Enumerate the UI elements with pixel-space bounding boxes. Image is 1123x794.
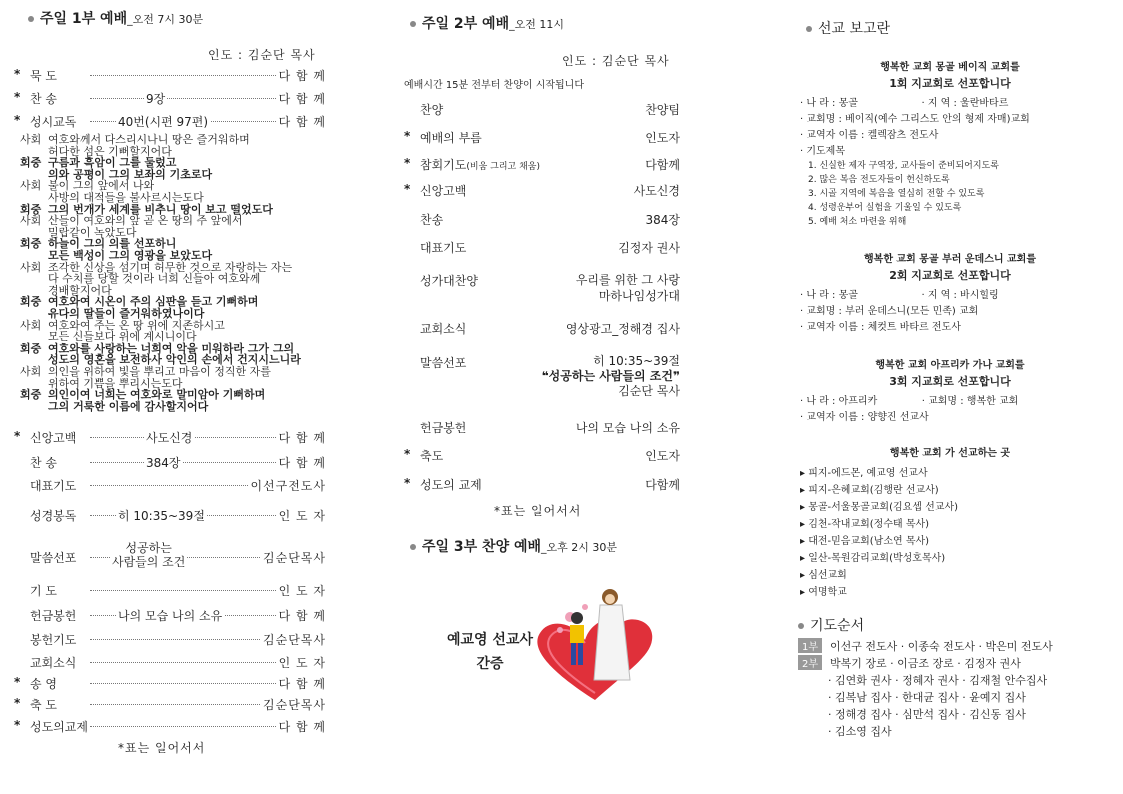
order-row [404, 239, 680, 255]
reading-speaker: 회중 [20, 388, 42, 402]
prayer-row [798, 638, 1053, 654]
reading-text: 경배할지어다 [48, 283, 112, 297]
prayer-names-more: · 김복남 집사 · 한대균 집사 · 윤예지 집사 [828, 691, 1026, 704]
reading-text: 의와 공평이 그의 보좌의 기초로다 [48, 167, 213, 181]
order-person: 김순단목사 [263, 698, 326, 712]
order-row [14, 696, 326, 712]
order-label: 송 영 [30, 677, 57, 691]
order-label [420, 182, 466, 199]
service2-sermon-row: 말씀선포 히 10:35~39절 ❝성공하는 사람들의 조건❞ 김순단 목사 [420, 354, 680, 398]
order-label-text: 축도 [420, 449, 444, 463]
reading-text: 모든 백성이 그의 영광을 보았도다 [48, 249, 213, 262]
service1-leader: 인도 : 김순단 목사 [208, 48, 316, 62]
bullet-icon [410, 21, 416, 27]
reading-text: 다 수치를 당할 것이라 너희 신들아 여호와께 [48, 272, 261, 286]
star-mark: * [14, 429, 21, 443]
order-row [14, 631, 326, 647]
star-mark: * [14, 67, 21, 81]
mission-prayer: 2. 많은 복음 전도자들이 헌신하도록 [808, 175, 950, 185]
mission-prayer: 5. 예배 처소 마련을 위해 [808, 217, 907, 227]
order-label-text: 찬양 [420, 103, 444, 117]
reading-speaker: 회중 [20, 295, 42, 309]
reading-text: 위하여 기쁨을 뿌리시는도다 [48, 376, 183, 390]
mission-item: · 교회명 : 베이직(예수 그리스도 안의 형제 자매)교회 [800, 114, 1030, 125]
prayer-row [798, 655, 1021, 671]
reading-text: 모든 신들보다 위에 계시니이다 [48, 330, 197, 344]
service2-title: 주일 2부 예배_오전 11시 [410, 13, 564, 33]
order-row [14, 113, 326, 129]
reading-text: 허다한 섬은 기뻐할지어다 [48, 144, 172, 158]
mission-place: ▸ 피지-에드몬, 예교영 선교사 [800, 468, 928, 479]
mission-place: ▸ 심선교회 [800, 570, 847, 581]
prayer-badge: 2부 [798, 655, 822, 670]
mission-block-title: 행복한 교회 아프리카 가나 교회를 [875, 360, 1025, 371]
reading-text: 의인을 위하여 빛을 뿌리고 마음이 정직한 자를 [48, 365, 271, 378]
order-person: 384장 [645, 213, 680, 227]
order-label: 성경봉독 [30, 509, 77, 523]
order-row [14, 718, 326, 734]
order-label [420, 129, 482, 146]
order-detail: 나의 모습 나의 소유 [118, 609, 223, 623]
order-label-text: 대표기도 [420, 241, 467, 255]
order-row [404, 129, 680, 145]
prayer-names: 박복기 장로 · 이금조 장로 · 김정자 권사 [830, 657, 1021, 670]
order-row [14, 454, 326, 470]
reading-speaker: 사회 [20, 318, 42, 332]
mission-item: · 나 라 : 몽골 · 지 역 : 울란바타르 [800, 98, 1009, 109]
reading-text: 성도의 영혼을 보전하사 악인의 손에서 건지시느니라 [48, 353, 301, 367]
order-detail: 사도신경 [146, 431, 193, 445]
order-person: 김정자 권사 [618, 241, 680, 255]
order-person: 찬양팀 [645, 103, 680, 117]
order-label: 신앙고백 [30, 431, 77, 445]
order-label: 기 도 [30, 584, 57, 598]
order-row [14, 477, 326, 493]
order-row [404, 476, 680, 492]
reading-speaker: 사회 [20, 365, 42, 378]
star-mark: * [14, 90, 21, 104]
order-label: 대표기도 [30, 479, 77, 493]
prayer-order-title: 기도순서 [798, 615, 864, 635]
order-label [420, 101, 443, 118]
order-row [404, 182, 680, 198]
mission-place: ▸ 여명학교 [800, 587, 847, 598]
mission-place: ▸ 일산-목원감리교회(박성호목사) [800, 553, 946, 564]
prayer-names-more: · 정해경 집사 · 심만석 집사 · 김신동 집사 [828, 708, 1026, 721]
reading-text: 여호와여 주는 온 땅 위에 지존하시고 [48, 318, 225, 332]
mission-block-title: 행복한 교회 몽골 베이직 교회를 [880, 62, 1020, 73]
service1-title: 주일 1부 예배_오전 7시 30분 [28, 8, 203, 28]
order-person: 다 함 께 [278, 677, 326, 691]
order-person: 인 도 자 [278, 509, 326, 523]
star-mark: * [404, 156, 411, 170]
illustration-image [530, 585, 660, 705]
mission-block-subtitle: 3회 지교회로 선포합니다 [889, 375, 1011, 388]
order-label: 성도의교제 [30, 720, 88, 734]
reading-text: 밀랍같이 녹았도다 [48, 225, 137, 239]
mission-place: ▸ 김천-작내교회(정수태 목사) [800, 519, 930, 530]
order-person: 다 함 께 [278, 609, 326, 623]
order-row [14, 507, 326, 523]
order-person: 인도자 [645, 449, 680, 463]
order-row [404, 211, 680, 227]
order-person: 다 함 께 [278, 720, 326, 734]
reading-text: 산들이 여호와의 앞 곧 온 땅의 주 앞에서 [48, 214, 243, 228]
testimony-caption: 예교영 선교사 간증 [446, 632, 534, 672]
order-label-text: 참회기도 [420, 158, 467, 172]
order-row [14, 675, 326, 691]
order-label: 찬 송 [30, 92, 57, 106]
order-detail: 40번(시편 97편) [118, 115, 209, 129]
service2-note: *표는 일어서서 [494, 504, 582, 518]
reading-text: 그의 거룩한 이름에 감사할지어다 [48, 399, 209, 413]
order-row [404, 156, 680, 172]
mission-places-title: 행복한 교회 가 선교하는 곳 [889, 448, 1011, 459]
order-row [14, 607, 326, 623]
reading-text: 불이 그의 앞에서 나와 [48, 179, 155, 193]
reading-text: 의인이여 너희는 여호와로 말미암아 기뻐하며 [48, 388, 266, 402]
mission-item: · 교회명 : 부러 운데스니(모든 민족) 교회 [800, 306, 979, 317]
mission-prayer: 4. 성령운부어 실험을 기울일 수 있도록 [808, 203, 962, 213]
star-mark: * [14, 113, 21, 127]
reading-text: 유다의 딸들이 즐거워하였나이다 [48, 307, 205, 320]
order-person: 인도자 [645, 131, 680, 145]
reading-text: 여호와께서 다스리시나니 땅은 즐거워하며 [48, 133, 250, 146]
service3-title: 주일 3부 찬양 예배_오후 2시 30분 [410, 536, 617, 556]
order-label-text: 찬송 [420, 213, 444, 227]
order-label: 찬 송 [30, 456, 57, 470]
news-row: 교회소식 영상광고_정해경 집사 [420, 322, 680, 336]
reading-text: 구름과 흑암이 그를 둘렀고 [48, 156, 177, 170]
order-detail: 9장 [146, 92, 166, 106]
reading-speaker: 사회 [20, 214, 42, 228]
mission-item: · 나 라 : 아프리카 · 교회명 : 행복한 교회 [800, 396, 1019, 407]
order-label: 헌금봉헌 [30, 609, 77, 623]
order-row [404, 101, 680, 117]
order-label: 성시교독 [30, 115, 77, 129]
order-label: 묵 도 [30, 69, 57, 83]
bullet-icon [28, 16, 34, 22]
order-row [14, 67, 326, 83]
order-label [420, 447, 443, 464]
order-row [14, 90, 326, 106]
reading-speaker: 회중 [20, 156, 42, 170]
reading-speaker: 사회 [20, 179, 42, 193]
order-label-sub: (비움 그리고 채움) [466, 162, 540, 172]
bullet-icon [798, 623, 804, 629]
order-person: 다 함 께 [278, 115, 326, 129]
mission-prayer: 1. 신실한 제자 구역장, 교사들이 준비되어지도록 [808, 161, 999, 171]
reading-speaker: 사회 [20, 133, 42, 146]
order-detail: 히 10:35~39절 [118, 509, 205, 523]
order-label: 교회소식 [30, 656, 77, 670]
order-label: 봉헌기도 [30, 633, 77, 647]
reading-speaker: 회중 [20, 202, 42, 216]
service2-leader: 인도 : 김순단 목사 [562, 54, 670, 68]
prayer-badge: 1부 [798, 638, 822, 653]
mission-item: · 나 라 : 몽골 · 지 역 : 바시힐링 [800, 290, 999, 301]
reading-text: 조각한 신상을 섬기며 허무한 것으로 자랑하는 자는 [48, 260, 293, 274]
order-label-text: 성도의 교제 [420, 478, 482, 492]
order-person: 다 함 께 [278, 456, 326, 470]
reading-text: 여호와를 사랑하는 너희여 악을 미워하라 그가 그의 [48, 341, 295, 355]
order-person: 다함께 [645, 478, 680, 492]
offering-row: 헌금봉헌 나의 모습 나의 소유 [420, 421, 680, 435]
prayer-names: 이선구 전도사 · 이종숙 전도사 · 박은미 전도사 [830, 640, 1053, 653]
mission-item: · 교역자 이름 : 체컷트 바타르 전도사 [800, 322, 961, 333]
service1-sermon-row: 말씀선포 성공하는 사람들의 조건 김순단목사 [30, 541, 326, 569]
mission-item: · 기도제목 [800, 146, 845, 157]
mission-item: · 교역자 이름 : 켈렉잠츠 전도사 [800, 130, 939, 141]
bullet-icon [410, 544, 416, 550]
mission-prayer: 3. 시골 지역에 복음을 열심히 전할 수 있도록 [808, 189, 985, 199]
order-person: 다 함 께 [278, 69, 326, 83]
service2-intro: 예배시간 15분 전부터 찬양이 시작됩니다 [404, 80, 584, 91]
star-mark: * [404, 476, 411, 490]
order-label [420, 156, 540, 173]
mission-block-subtitle: 2회 지교회로 선포합니다 [889, 269, 1011, 282]
star-mark: * [404, 447, 411, 461]
order-person: 인 도 자 [278, 656, 326, 670]
order-label [420, 476, 482, 493]
mission-block-title: 행복한 교회 몽골 부러 운데스니 교회를 [864, 254, 1036, 265]
star-mark: * [14, 718, 21, 732]
order-person: 이선구전도사 [250, 479, 326, 493]
mission-place: ▸ 몽골-서울몽골교회(김요셉 선교사) [800, 502, 959, 513]
order-row [14, 429, 326, 445]
order-label [420, 211, 443, 228]
service1-note: *표는 일어서서 [118, 741, 206, 755]
star-mark: * [14, 675, 21, 689]
order-person: 다함께 [645, 158, 680, 172]
reading-speaker: 회중 [20, 237, 42, 251]
reading-text: 여호와여 시온이 주의 심판을 듣고 기뻐하며 [48, 295, 259, 309]
choir-row: 성가대찬양 우리를 위한 그 사랑 마하나임성가대 [420, 273, 680, 303]
order-detail: 384장 [146, 456, 181, 470]
reading-speaker: 회중 [20, 341, 42, 355]
star-mark: * [404, 182, 411, 196]
prayer-names-more: · 김연화 권사 · 정혜자 권사 · 김재철 안수집사 [828, 674, 1048, 687]
mission-block-subtitle: 1회 지교회로 선포합니다 [889, 77, 1011, 90]
reading-text: 그의 번개가 세계를 비추니 땅이 보고 떨었도다 [48, 202, 273, 216]
prayer-names-more: · 김소영 집사 [828, 725, 892, 738]
order-label-text: 신앙고백 [420, 184, 467, 198]
mission-item: · 교역자 이름 : 양향진 선교사 [800, 412, 929, 423]
order-person: 다 함 께 [278, 92, 326, 106]
order-row [14, 582, 326, 598]
reading-line [20, 401, 208, 413]
bullet-icon [806, 26, 812, 32]
order-row [404, 447, 680, 463]
order-label-text: 예배의 부름 [420, 131, 482, 145]
star-mark: * [404, 129, 411, 143]
reading-text: 하늘이 그의 의를 선포하니 [48, 237, 177, 251]
star-mark: * [14, 696, 21, 710]
mission-place: ▸ 대전-믿음교회(남소연 목사) [800, 536, 930, 547]
order-person: 다 함 께 [278, 431, 326, 445]
order-person: 김순단목사 [263, 633, 326, 647]
mission-title: 선교 보고란 [806, 18, 890, 38]
order-label [420, 239, 466, 256]
reading-speaker: 사회 [20, 260, 42, 274]
order-label: 축 도 [30, 698, 57, 712]
reading-text: 사방의 대적들을 불사르시는도다 [48, 191, 204, 204]
order-person: 사도신경 [633, 184, 680, 198]
order-person: 인 도 자 [278, 584, 326, 598]
order-row [14, 654, 326, 670]
mission-place: ▸ 피지-은혜교회(김행란 선교사) [800, 485, 939, 496]
